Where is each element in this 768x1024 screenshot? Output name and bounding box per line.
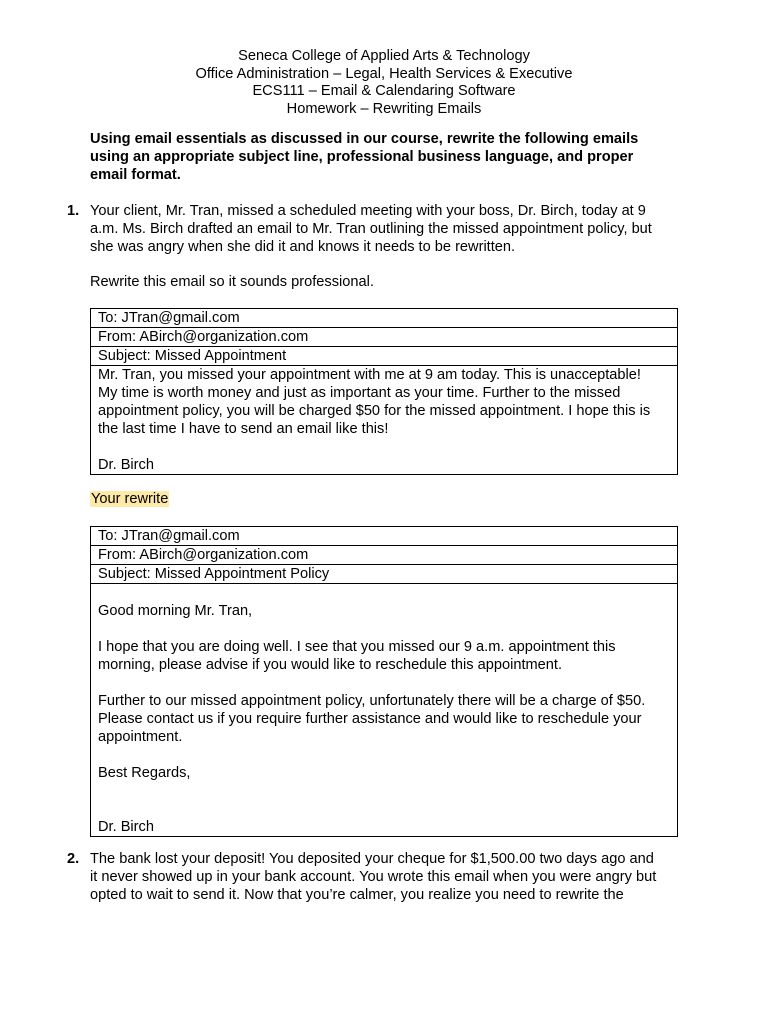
- email-body: [91, 584, 677, 836]
- email-body-line: [98, 674, 670, 692]
- email-subject: Subject: Missed Appointment: [91, 347, 677, 366]
- instructions-line: Using email essentials as discussed in our course, rewrite the following emails: [90, 131, 639, 147]
- original-email-box: [90, 308, 678, 475]
- email-body-line: appointment policy, you will be charged $50 for the missed appointment. I hope this is: [98, 403, 651, 419]
- email-body: [91, 366, 677, 474]
- question-line: opted to wait to send it. Now that you’re calmer, you realize you need to rewrite the: [90, 887, 624, 903]
- email-body-line: [98, 800, 670, 818]
- rewrite-label-highlight: Your rewrite: [91, 491, 169, 507]
- email-body-line: morning, please advise if you would like to reschedule this appointment.: [98, 657, 563, 673]
- question-2-text: [90, 850, 690, 904]
- question-1-number: 1.: [67, 203, 80, 219]
- rewrite-email-box: [90, 526, 678, 837]
- email-body-line: Please contact us if you require further assistance and would like to reschedule your: [98, 711, 642, 727]
- email-body-line: I hope that you are doing well. I see that you missed our 9 a.m. appointment this: [98, 639, 616, 655]
- question-line: a.m. Ms. Birch drafted an email to Mr. Tran outlining the missed appointment policy, but: [90, 221, 652, 237]
- instructions-line: email format.: [90, 167, 181, 183]
- email-body-line: Good morning Mr. Tran,: [98, 603, 253, 619]
- question-1-text: [90, 202, 690, 256]
- email-body-line: [98, 782, 670, 800]
- email-body-line: Mr. Tran, you missed your appointment with me at 9 am today. This is unacceptable!: [98, 367, 641, 383]
- email-body-line: appointment.: [98, 729, 183, 745]
- question-line: The bank lost your deposit! You deposited your cheque for $1,500.00 two days ago and: [90, 851, 654, 867]
- email-body-line: Further to our missed appointment policy, unfortunately there will be a charge of $50.: [98, 693, 646, 709]
- email-to: To: JTran@gmail.com: [91, 527, 677, 546]
- question-2-number: 2.: [67, 851, 80, 867]
- email-body-line: [98, 620, 670, 638]
- header-course: ECS111 – Email & Calendaring Software: [252, 83, 516, 99]
- header-program: Office Administration – Legal, Health Services & Executive: [195, 66, 573, 82]
- instructions: [90, 130, 690, 184]
- header-college: Seneca College of Applied Arts & Technology: [238, 48, 530, 64]
- email-from: From: ABirch@organization.com: [91, 546, 677, 565]
- question-line: it never showed up in your bank account. You wrote this email when you were angry but: [90, 869, 657, 885]
- header-assignment: Homework – Rewriting Emails: [286, 101, 482, 117]
- email-body-line: Dr. Birch: [98, 819, 154, 835]
- email-body-line: My time is worth money and just as important as your time. Further to the missed: [98, 385, 621, 401]
- email-from: From: ABirch@organization.com: [91, 328, 677, 347]
- email-body-line: [98, 438, 670, 456]
- email-body-line: [98, 746, 670, 764]
- email-to: To: JTran@gmail.com: [91, 309, 677, 328]
- rewrite-label: [90, 490, 690, 508]
- email-subject: Subject: Missed Appointment Policy: [91, 565, 677, 584]
- email-body-line: the last time I have to send an email like this!: [98, 421, 389, 437]
- email-body-line: [98, 584, 670, 602]
- question-line: Your client, Mr. Tran, missed a scheduled meeting with your boss, Dr. Birch, today at 9: [90, 203, 646, 219]
- question-line: she was angry when she did it and knows it needs to be rewritten.: [90, 239, 516, 255]
- question-1-directive: Rewrite this email so it sounds professional.: [90, 274, 374, 290]
- instructions-line: using an appropriate subject line, professional business language, and proper: [90, 149, 634, 165]
- email-body-line: Best Regards,: [98, 765, 191, 781]
- email-body-line: Dr. Birch: [98, 457, 154, 473]
